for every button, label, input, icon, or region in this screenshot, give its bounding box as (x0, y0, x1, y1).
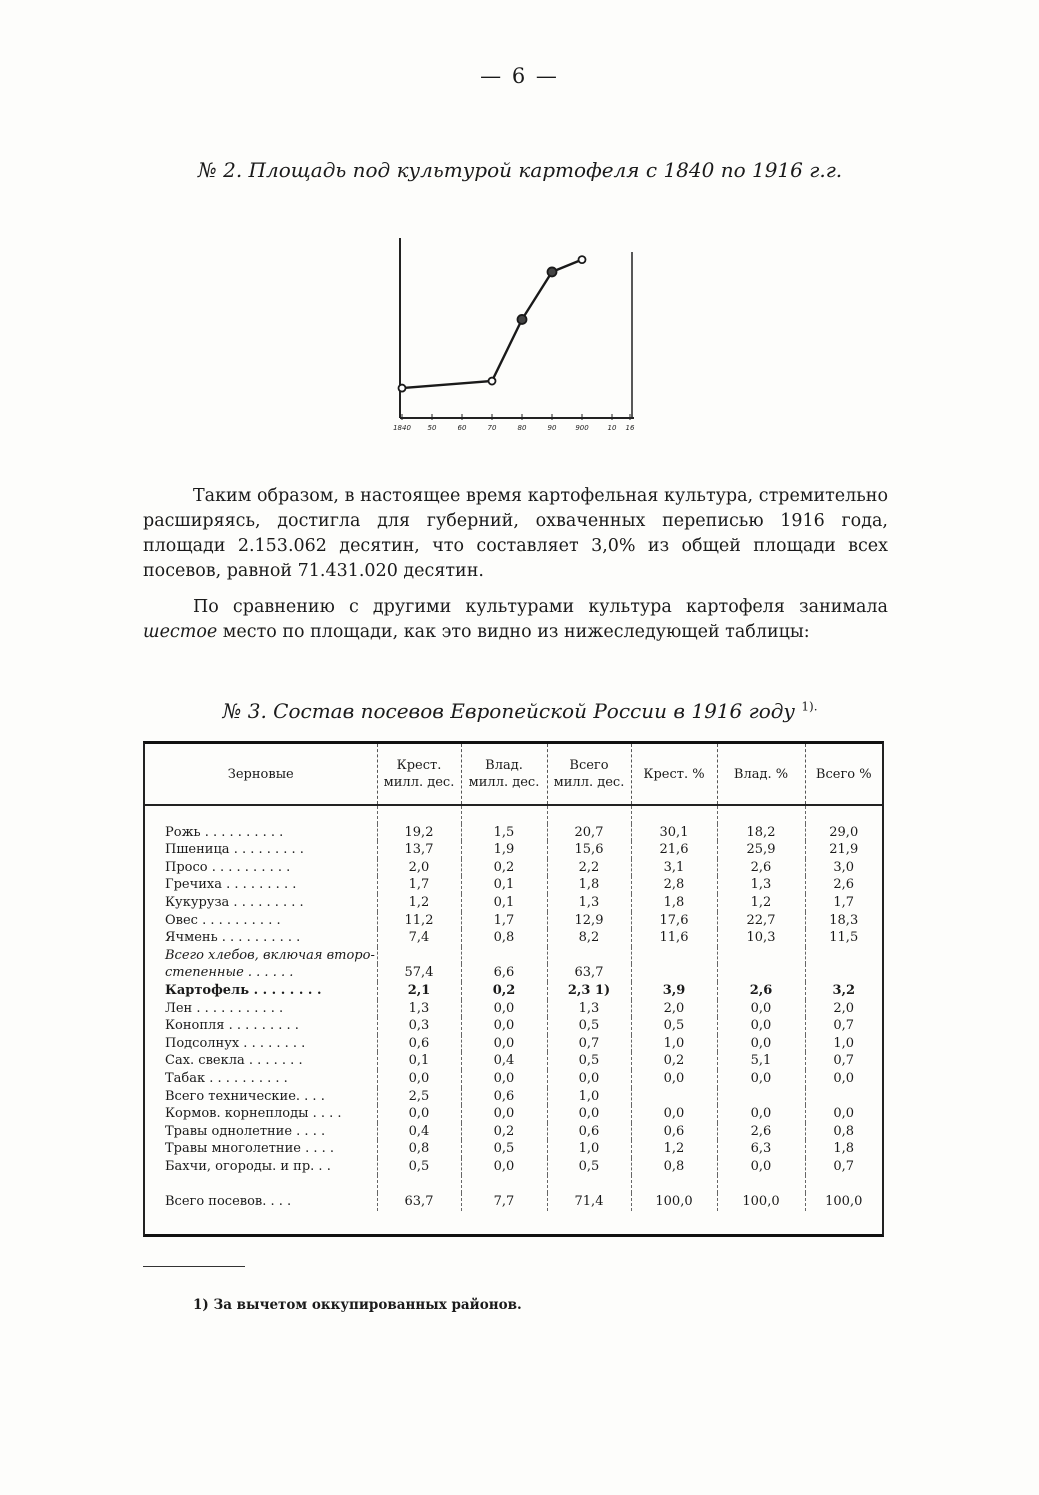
row-label: Овес . . . . . . . . . . (165, 912, 281, 928)
table-cell: 2,5 (377, 1088, 461, 1106)
table-row (145, 1105, 882, 1123)
x-tick-label: 16 (625, 424, 635, 432)
table-cell: 0,0 (377, 1105, 461, 1123)
row-label: Пшеница . . . . . . . . . (165, 842, 304, 858)
crops-table-frame (143, 741, 884, 1237)
data-point (399, 385, 406, 392)
row-label: Всего технические. . . . (165, 1088, 325, 1104)
table-cell: 1,7 (461, 912, 547, 930)
table-cell: 0,7 (547, 1035, 631, 1053)
x-tick-label: 1840 (393, 424, 411, 432)
table-header-cell: Крест. милл. дес. (377, 744, 461, 805)
table-cell (805, 1088, 882, 1106)
table-cell: 7,4 (377, 929, 461, 947)
table-cell: 0,4 (377, 1123, 461, 1141)
table-cell: 0,0 (717, 1000, 805, 1018)
table-cell: 6,6 (461, 964, 547, 982)
table-header-cell: Крест. % (631, 744, 717, 805)
x-tick-label: 70 (487, 424, 497, 432)
row-label: степенные . . . . . . (165, 965, 294, 981)
table-cell: 0,0 (717, 1070, 805, 1088)
table-cell: 2,8 (631, 876, 717, 894)
table-cell: 1,8 (631, 894, 717, 912)
table-cell: 1,7 (805, 894, 882, 912)
table-row (145, 1017, 882, 1035)
total-cell: 100,0 (631, 1193, 717, 1211)
data-point (489, 378, 496, 385)
table-cell: 0,0 (631, 1105, 717, 1123)
table-cell: 0,5 (631, 1017, 717, 1035)
table-cell: 0,0 (377, 1070, 461, 1088)
table-cell: 11,5 (805, 929, 882, 947)
table-row (145, 929, 882, 947)
paragraph-2-after: место по площади, как это видно из нижеследующей таблицы: (217, 622, 810, 642)
table-cell: 0,8 (461, 929, 547, 947)
x-tick-label: 90 (547, 424, 557, 432)
data-point (579, 256, 586, 263)
paragraph-2-before: По сравнению с другими культурами культура картофеля занимала (193, 597, 888, 617)
row-label: Травы однолетние . . . . (165, 1123, 326, 1139)
table-cell: 2,1 (377, 982, 461, 1000)
table-header-row (145, 744, 882, 805)
chart-line (402, 260, 582, 389)
table-cell: 0,2 (461, 982, 547, 1000)
table-cell: 0,0 (461, 1017, 547, 1035)
table-cell: 0,0 (717, 1017, 805, 1035)
row-label: Травы многолетние . . . . (165, 1141, 335, 1157)
table-cell: 1,8 (547, 876, 631, 894)
table-row (145, 1158, 882, 1176)
row-label: Картофель . . . . . . . . (165, 982, 322, 998)
table-cell: 0,3 (377, 1017, 461, 1035)
total-cell: 100,0 (805, 1193, 882, 1211)
table-cell: 10,3 (717, 929, 805, 947)
row-label: Лен . . . . . . . . . . . (165, 1000, 284, 1016)
table-cell: 3,1 (631, 859, 717, 877)
table-cell: 22,7 (717, 912, 805, 930)
table-cell: 3,9 (631, 982, 717, 1000)
chart-points (399, 256, 586, 391)
table-header-cell: Зерновые (145, 744, 377, 805)
row-label: Подсолнух . . . . . . . . (165, 1035, 306, 1051)
table-row (145, 1123, 882, 1141)
table-cell: 0,6 (461, 1088, 547, 1106)
table-row (145, 1140, 882, 1158)
table-cell: 0,5 (547, 1017, 631, 1035)
table-cell (631, 1088, 717, 1106)
table-cell: 1,8 (805, 1140, 882, 1158)
data-line (402, 260, 582, 389)
table-header-cell: Всего % (805, 744, 882, 805)
table-cell: 0,0 (461, 1158, 547, 1176)
data-point (548, 267, 557, 276)
total-cell: 63,7 (377, 1193, 461, 1211)
total-cell: 71,4 (547, 1193, 631, 1211)
table-spacer-row (145, 805, 882, 824)
row-label: Ячмень . . . . . . . . . . (165, 930, 301, 946)
table-cell: 0,0 (461, 1070, 547, 1088)
table-cell: 17,6 (631, 912, 717, 930)
table-cell: 0,1 (461, 876, 547, 894)
table-row (145, 912, 882, 930)
table-cell: 0,2 (631, 1052, 717, 1070)
table-cell: 0,0 (547, 1105, 631, 1123)
table-cell: 1,2 (377, 894, 461, 912)
table-cell (805, 964, 882, 982)
table-cell: 30,1 (631, 824, 717, 842)
table-row (145, 824, 882, 842)
x-tick-label: 80 (517, 424, 527, 432)
table-cell: 15,6 (547, 841, 631, 859)
table-header-cell: Всего милл. дес. (547, 744, 631, 805)
table-cell: 2,0 (377, 859, 461, 877)
table-cell (717, 947, 805, 965)
crops-table (145, 744, 882, 1211)
table-cell: 18,3 (805, 912, 882, 930)
table-cell: 0,6 (377, 1035, 461, 1053)
row-label: Рожь . . . . . . . . . . (165, 824, 284, 840)
table-row (145, 982, 882, 1000)
table-row (145, 859, 882, 877)
table-row (145, 1000, 882, 1018)
page-number: — 6 — (480, 64, 559, 88)
table-cell: 13,7 (377, 841, 461, 859)
table-row (145, 1070, 882, 1088)
table-row (145, 876, 882, 894)
table-caption-footnote-mark: 1). (801, 699, 818, 714)
table-cell: 63,7 (547, 964, 631, 982)
paragraph-1-text: Таким образом, в настоящее время картофельная культура, стремительно расширяясь, достигла для губерний, охваченных переписью 1916 года, площади 2.153.062 десятин, что составляет 3,0% из общей площади всех посевов, равной 71.431.020 десятин. (143, 486, 888, 581)
table-cell: 0,5 (547, 1052, 631, 1070)
table-cell (377, 947, 461, 965)
table-cell: 0,7 (805, 1052, 882, 1070)
table-cell: 0,5 (377, 1158, 461, 1176)
table-cell (717, 1088, 805, 1106)
table-cell: 0,7 (805, 1017, 882, 1035)
table-cell (631, 947, 717, 965)
table-cell: 2,6 (717, 982, 805, 1000)
table-cell: 0,0 (717, 1105, 805, 1123)
table-cell: 2,0 (805, 1000, 882, 1018)
table-cell: 18,2 (717, 824, 805, 842)
paragraph-1 (143, 484, 888, 584)
table-cell: 1,2 (717, 894, 805, 912)
table-cell: 19,2 (377, 824, 461, 842)
table-cell: 0,2 (461, 859, 547, 877)
row-label: Всего хлебов, включая второ- (165, 947, 375, 963)
table-cell: 0,5 (547, 1158, 631, 1176)
table-cell: 29,0 (805, 824, 882, 842)
table-cell: 0,6 (547, 1123, 631, 1141)
table-cell: 2,6 (717, 859, 805, 877)
table-cell: 12,9 (547, 912, 631, 930)
table-caption-text: № 3. Состав посевов Европейской России в 1916 году (222, 699, 796, 723)
table-cell: 0,8 (805, 1123, 882, 1141)
paragraph-2 (143, 595, 888, 645)
table-row (145, 841, 882, 859)
table-cell: 0,0 (717, 1158, 805, 1176)
table-cell (805, 947, 882, 965)
table-row (145, 964, 882, 982)
table-cell: 0,8 (377, 1140, 461, 1158)
table-cell: 1,5 (461, 824, 547, 842)
table-header-cell: Влад. % (717, 744, 805, 805)
table-cell: 3,0 (805, 859, 882, 877)
table-gap-row (145, 1175, 882, 1193)
table-cell: 2,6 (805, 876, 882, 894)
total-cell: 100,0 (717, 1193, 805, 1211)
table-header-cell: Влад. милл. дес. (461, 744, 547, 805)
x-tick-label: 60 (457, 424, 467, 432)
table-cell: 1,3 (547, 894, 631, 912)
row-label: Просо . . . . . . . . . . (165, 859, 291, 875)
row-label: Табак . . . . . . . . . . (165, 1070, 288, 1086)
table-cell: 11,6 (631, 929, 717, 947)
row-label: Бахчи, огороды. и пр. . . (165, 1158, 331, 1174)
table-cell: 1,0 (805, 1035, 882, 1053)
total-cell: 7,7 (461, 1193, 547, 1211)
table-cell (717, 964, 805, 982)
table-cell: 1,3 (377, 1000, 461, 1018)
table-body (145, 805, 882, 1211)
table-cell: 0,8 (631, 1158, 717, 1176)
table-cell: 2,2 (547, 859, 631, 877)
paragraph-2-emphasis: шестое (143, 622, 218, 642)
table-cell: 0,6 (631, 1123, 717, 1141)
table-cell: 1,3 (547, 1000, 631, 1018)
row-label: Кукуруза . . . . . . . . . (165, 894, 304, 910)
table-cell: 0,1 (461, 894, 547, 912)
table-cell: 0,0 (717, 1035, 805, 1053)
row-label: Конопля . . . . . . . . . (165, 1018, 299, 1034)
table-cell: 0,4 (461, 1052, 547, 1070)
table-cell: 0,0 (805, 1105, 882, 1123)
table-row (145, 1035, 882, 1053)
table-cell: 0,0 (631, 1070, 717, 1088)
table-cell: 0,0 (461, 1000, 547, 1018)
table-cell: 0,7 (805, 1158, 882, 1176)
table-cell: 21,9 (805, 841, 882, 859)
table-cell (631, 964, 717, 982)
table-caption (150, 699, 890, 723)
table-cell: 5,1 (717, 1052, 805, 1070)
total-label: Всего посевов. . . . (165, 1194, 292, 1210)
row-label: Кормов. корнеплоды . . . . (165, 1106, 342, 1122)
table-cell: 2,0 (631, 1000, 717, 1018)
table-cell: 1,0 (547, 1140, 631, 1158)
footnote-rule (143, 1266, 245, 1267)
table-cell (547, 947, 631, 965)
chart-ticks (393, 414, 635, 432)
table-total-row (145, 1193, 882, 1211)
table-cell: 2,6 (717, 1123, 805, 1141)
table-cell: 0,0 (461, 1105, 547, 1123)
table-cell: 1,7 (377, 876, 461, 894)
table-cell: 1,2 (631, 1140, 717, 1158)
table-cell: 0,5 (461, 1140, 547, 1158)
table-row (145, 1052, 882, 1070)
table-cell: 2,3 1) (547, 982, 631, 1000)
table-cell: 0,0 (461, 1035, 547, 1053)
table-cell: 25,9 (717, 841, 805, 859)
table-row (145, 947, 882, 965)
potato-area-line-chart (384, 236, 650, 436)
table-cell: 0,2 (461, 1123, 547, 1141)
table-cell: 8,2 (547, 929, 631, 947)
table-cell: 1,0 (631, 1035, 717, 1053)
table-row (145, 1088, 882, 1106)
figure-caption: № 2. Площадь под культурой картофеля с 1840 по 1916 г.г. (197, 158, 843, 182)
table-cell: 57,4 (377, 964, 461, 982)
table-cell: 0,0 (547, 1070, 631, 1088)
table-row (145, 894, 882, 912)
x-tick-label: 50 (427, 424, 437, 432)
data-point (518, 315, 527, 324)
table-cell: 0,1 (377, 1052, 461, 1070)
table-cell (461, 947, 547, 965)
table-cell: 0,0 (805, 1070, 882, 1088)
row-label: Сах. свекла . . . . . . . (165, 1053, 303, 1069)
table-cell: 11,2 (377, 912, 461, 930)
table-cell: 21,6 (631, 841, 717, 859)
x-tick-label: 10 (607, 424, 617, 432)
table-cell: 1,3 (717, 876, 805, 894)
row-label: Гречиха . . . . . . . . . (165, 877, 297, 893)
table-cell: 6,3 (717, 1140, 805, 1158)
table-cell: 1,0 (547, 1088, 631, 1106)
x-tick-label: 900 (575, 424, 589, 432)
footnote: 1) За вычетом оккупированных районов. (193, 1297, 522, 1313)
table-cell: 1,9 (461, 841, 547, 859)
table-cell: 20,7 (547, 824, 631, 842)
table-cell: 3,2 (805, 982, 882, 1000)
